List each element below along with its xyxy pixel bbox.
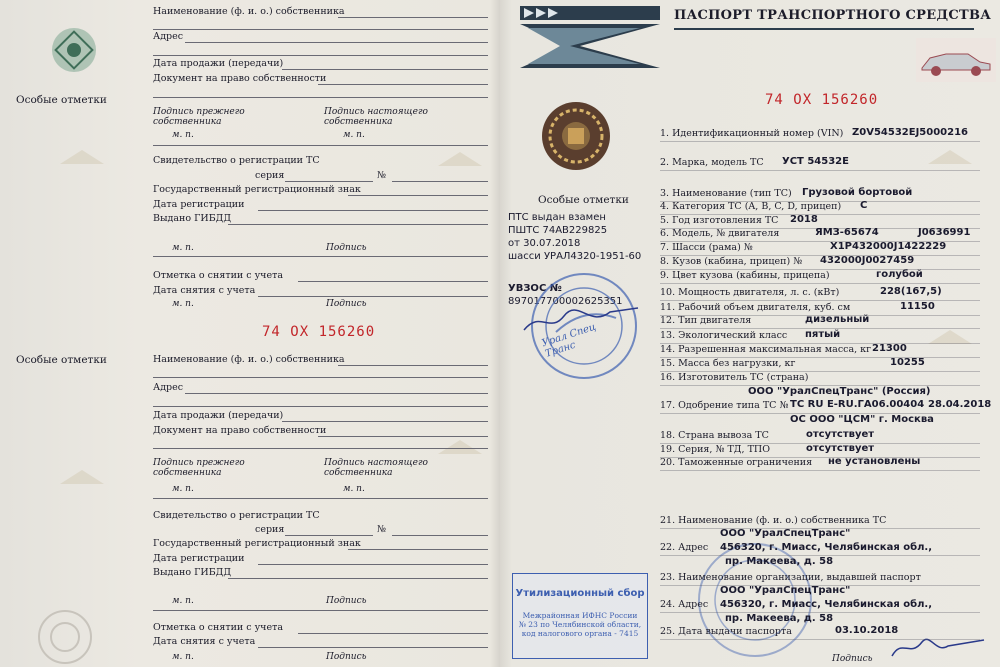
- field-line: [348, 549, 488, 550]
- stamp-place-label: м. п.: [172, 484, 194, 494]
- field-label-15: 15. Масса без нагрузки, кг: [660, 358, 796, 369]
- recycling-fee-text: [513, 611, 647, 638]
- recycling-fee-line: Межрайонная ИФНС России: [522, 611, 638, 620]
- field-label-8: 8. Кузов (кабина, прицеп) №: [660, 256, 803, 267]
- field-line: [318, 436, 488, 437]
- field-value-2: УСТ 54532Е: [782, 156, 849, 167]
- field-line: [258, 210, 488, 211]
- field-line: [660, 639, 980, 640]
- field-line: [392, 181, 488, 182]
- series-label: серия: [255, 524, 285, 535]
- ownership-doc-label: Документ на право собственности: [153, 73, 327, 84]
- issued-gibdd-label: Выдано ГИБДД: [153, 213, 232, 224]
- title-underline: [674, 28, 974, 30]
- sale-date-label: Дата продажи (передачи): [153, 410, 284, 421]
- field-label-11: 11. Рабочий объем двигателя, куб. см: [660, 302, 851, 313]
- field-line: [153, 377, 488, 378]
- field-line: [282, 69, 488, 70]
- issued-gibdd-label: Выдано ГИБДД: [153, 567, 232, 578]
- prev-owner-signature-label: Подпись прежнего собственника: [153, 458, 245, 478]
- field-label-21: 21. Наименование (ф. и. о.) собственника ТС: [660, 515, 887, 526]
- field-label-6: 6. Модель, № двигателя: [660, 228, 780, 239]
- field-line: [258, 647, 488, 648]
- rosette-watermark-icon: [30, 605, 100, 665]
- field-line: [392, 535, 488, 536]
- number-sign: №: [377, 170, 386, 181]
- dereg-note-label: Отметка о снятии с учета: [153, 270, 284, 281]
- signature-label: Подпись: [326, 299, 367, 309]
- field-value-6: ЯМЗ-65674: [815, 227, 879, 238]
- field-line: [228, 578, 488, 579]
- stamp-place-label: м. п.: [343, 484, 365, 494]
- field-line: [153, 97, 488, 98]
- field-value-7: X1P432000J1422229: [830, 241, 947, 252]
- field-line: [660, 170, 980, 171]
- field-value-20: не установлены: [828, 456, 921, 467]
- uvzos-label: УВЗОС №: [508, 283, 562, 294]
- field-line: [185, 393, 488, 394]
- field-value-24: 456320, г. Миасс, Челябинская обл.,: [720, 599, 933, 610]
- hologram-seal-icon: [540, 100, 612, 172]
- field-line: [153, 145, 488, 146]
- field-line: [153, 55, 488, 56]
- field-label-12: 12. Тип двигателя: [660, 315, 752, 326]
- right-page: [500, 0, 1000, 667]
- field-label-16: 16. Изготовитель ТС (страна): [660, 372, 809, 383]
- dereg-note-label: Отметка о снятии с учета: [153, 622, 284, 633]
- field-value-14: 21300: [872, 343, 907, 354]
- signature-stroke-icon: [520, 300, 650, 340]
- field-line: [228, 224, 488, 225]
- signature-label: Подпись: [832, 654, 873, 664]
- form-serial-number: 74 ОХ 156260: [262, 324, 376, 340]
- field-line: [153, 256, 488, 257]
- field-label-5: 5. Год изготовления ТС: [660, 215, 779, 226]
- field-value-9: голубой: [876, 269, 923, 280]
- field-label-4: 4. Категория ТС (A, B, C, D, прицеп): [660, 201, 842, 212]
- owner-name-label: Наименование (ф. и. о.) собственника: [153, 6, 345, 17]
- field-line: [660, 470, 980, 471]
- sale-date-label: Дата продажи (передачи): [153, 58, 284, 69]
- new-owner-signature-label: Подпись настоящего собственника: [324, 107, 428, 127]
- field-value-1: Z0V54532EJ5000216: [852, 127, 968, 138]
- pts-header-logo: [520, 6, 660, 70]
- recycling-fee-line: код налогового органа - 7415: [521, 629, 639, 638]
- signature-label: Подпись: [326, 652, 367, 662]
- signature-label: Подпись: [326, 596, 367, 606]
- field-label-19: 19. Серия, № ТД, ТПО: [660, 444, 770, 455]
- field-value-24-secondary: пр. Макеева, д. 58: [725, 613, 834, 624]
- owner-name-label: Наименование (ф. и. о.) собственника: [153, 354, 345, 365]
- prev-owner-signature-label: Подпись прежнего собственника: [153, 107, 245, 127]
- reg-date-label: Дата регистрации: [153, 199, 245, 210]
- field-label-10: 10. Мощность двигателя, л. с. (кВт): [660, 287, 840, 298]
- field-value-22: 456320, г. Миасс, Челябинская обл.,: [720, 542, 933, 553]
- address-label: Адрес: [153, 382, 184, 393]
- field-line: [660, 283, 980, 284]
- stamp-place-label: м. п.: [172, 652, 194, 662]
- field-label-2: 2. Марка, модель ТС: [660, 157, 764, 168]
- field-line: [185, 42, 488, 43]
- field-line: [258, 296, 488, 297]
- field-label-20: 20. Таможенные ограничения: [660, 457, 813, 468]
- replacement-note: ПШТС 74АВ229825: [508, 225, 608, 236]
- state-plate-label: Государственный регистрационный знак: [153, 538, 361, 549]
- form-serial-number: 74 ОХ 156260: [765, 92, 879, 108]
- field-label-14: 14. Разрешенная максимальная масса, кг: [660, 344, 872, 355]
- signature-label: Подпись: [326, 243, 367, 253]
- dereg-date-label: Дата снятия с учета: [153, 285, 256, 296]
- field-line: [660, 141, 980, 142]
- field-value-15: 10255: [890, 357, 925, 368]
- field-line: [258, 564, 488, 565]
- field-label-7: 7. Шасси (рама) №: [660, 242, 753, 253]
- special-marks-label: Особые отметки: [16, 354, 107, 366]
- car-icon: [916, 38, 996, 82]
- special-marks-label: Особые отметки: [16, 94, 107, 106]
- field-label-3: 3. Наименование (тип ТС): [660, 188, 792, 199]
- watermark-chevron: [60, 150, 104, 164]
- series-label: серия: [255, 170, 285, 181]
- field-value-8: 432000J0027459: [820, 255, 915, 266]
- stamp-text: Урал Спец Транс: [540, 321, 598, 360]
- recycling-fee-title: Утилизационный сбор: [515, 588, 645, 599]
- field-value-22-secondary: пр. Макеева, д. 58: [725, 556, 834, 567]
- field-label-9: 9. Цвет кузова (кабины, прицепа): [660, 270, 830, 281]
- stamp-place-label: м. п.: [343, 130, 365, 140]
- field-value-6-secondary: J0636991: [918, 227, 971, 238]
- new-owner-signature-label: Подпись настоящего собственника: [324, 458, 428, 478]
- signature-stroke-icon: [888, 628, 988, 664]
- field-value-17: ТС RU E-RU.ГА06.00404: [790, 399, 925, 410]
- dereg-date-label: Дата снятия с учета: [153, 636, 256, 647]
- reg-date-label: Дата регистрации: [153, 553, 245, 564]
- field-line: [153, 610, 488, 611]
- field-label-1: 1. Идентификационный номер (VIN): [660, 128, 844, 139]
- field-line: [298, 281, 488, 282]
- reg-cert-label: Свидетельство о регистрации ТС: [153, 510, 320, 521]
- field-label-23: 23. Наименование организации, выдавшей паспорт: [660, 572, 921, 583]
- replacement-note: ПТС выдан взамен: [508, 212, 606, 223]
- field-value-5: 2018: [790, 214, 818, 225]
- field-line: [318, 84, 488, 85]
- address-label: Адрес: [153, 31, 184, 42]
- document-title: ПАСПОРТ ТРАНСПОРТНОГО СРЕДСТВА: [674, 8, 992, 23]
- uvzos-number: 897017700002625351: [508, 296, 623, 307]
- watermark-chevron: [60, 470, 104, 484]
- field-label-22: 22. Адрес: [660, 542, 709, 553]
- number-sign: №: [377, 524, 386, 535]
- reg-cert-label: Свидетельство о регистрации ТС: [153, 155, 320, 166]
- watermark-chevron: [928, 150, 972, 164]
- stamp-place-label: м. п.: [172, 299, 194, 309]
- field-value-11: 11150: [900, 301, 935, 312]
- field-label-17: 17. Одобрение типа ТС №: [660, 400, 789, 411]
- field-value-3: Грузовой бортовой: [802, 187, 913, 198]
- field-line: [153, 448, 488, 449]
- field-value-23: ООО "УралСпецТранс": [720, 585, 851, 596]
- field-line: [338, 365, 488, 366]
- replacement-note: от 30.07.2018: [508, 238, 581, 249]
- emblem-icon: [48, 24, 100, 76]
- ownership-doc-label: Документ на право собственности: [153, 425, 327, 436]
- field-value-18: отсутствует: [806, 429, 875, 440]
- field-value-13: пятый: [805, 329, 841, 340]
- stamp-place-label: м. п.: [172, 130, 194, 140]
- field-value-17-secondary: 28.04.2018: [928, 399, 992, 410]
- field-line: [153, 498, 488, 499]
- field-value-4: С: [860, 200, 868, 211]
- field-value-10: 228(167,5): [880, 286, 942, 297]
- field-label-18: 18. Страна вывоза ТС: [660, 430, 769, 441]
- field-value-17-tertiary: ОС ООО "ЦСМ" г. Москва: [790, 414, 934, 425]
- recycling-fee-stamp: [512, 573, 648, 659]
- field-line: [153, 406, 488, 407]
- watermark-chevron: [438, 152, 482, 166]
- field-label-24: 24. Адрес: [660, 599, 709, 610]
- field-value-19: отсутствует: [806, 443, 875, 454]
- field-value-25: 03.10.2018: [835, 625, 899, 636]
- recycling-fee-line: № 23 по Челябинской области,: [518, 620, 642, 629]
- field-line: [348, 195, 488, 196]
- stamp-place-label: м. п.: [172, 243, 194, 253]
- field-line: [298, 633, 488, 634]
- field-line: [285, 535, 373, 536]
- stamp-place-label: м. п.: [172, 596, 194, 606]
- special-marks-label: Особые отметки: [538, 194, 629, 206]
- field-line: [153, 29, 488, 30]
- replacement-note: шасси УРАЛ4320-1951-60: [508, 251, 642, 262]
- state-plate-label: Государственный регистрационный знак: [153, 184, 361, 195]
- field-line: [338, 17, 488, 18]
- field-value-21: ООО "УралСпецТранс": [720, 528, 851, 539]
- field-label-25: 25. Дата выдачи паспорта: [660, 626, 792, 637]
- field-label-13: 13. Экологический класс: [660, 330, 788, 341]
- field-value-16: ООО "УралСпецТранс" (Россия): [748, 386, 931, 397]
- field-line: [282, 421, 488, 422]
- watermark-chevron: [928, 330, 972, 344]
- field-value-12: дизельный: [805, 314, 870, 325]
- field-line: [285, 181, 373, 182]
- watermark-chevron: [438, 440, 482, 454]
